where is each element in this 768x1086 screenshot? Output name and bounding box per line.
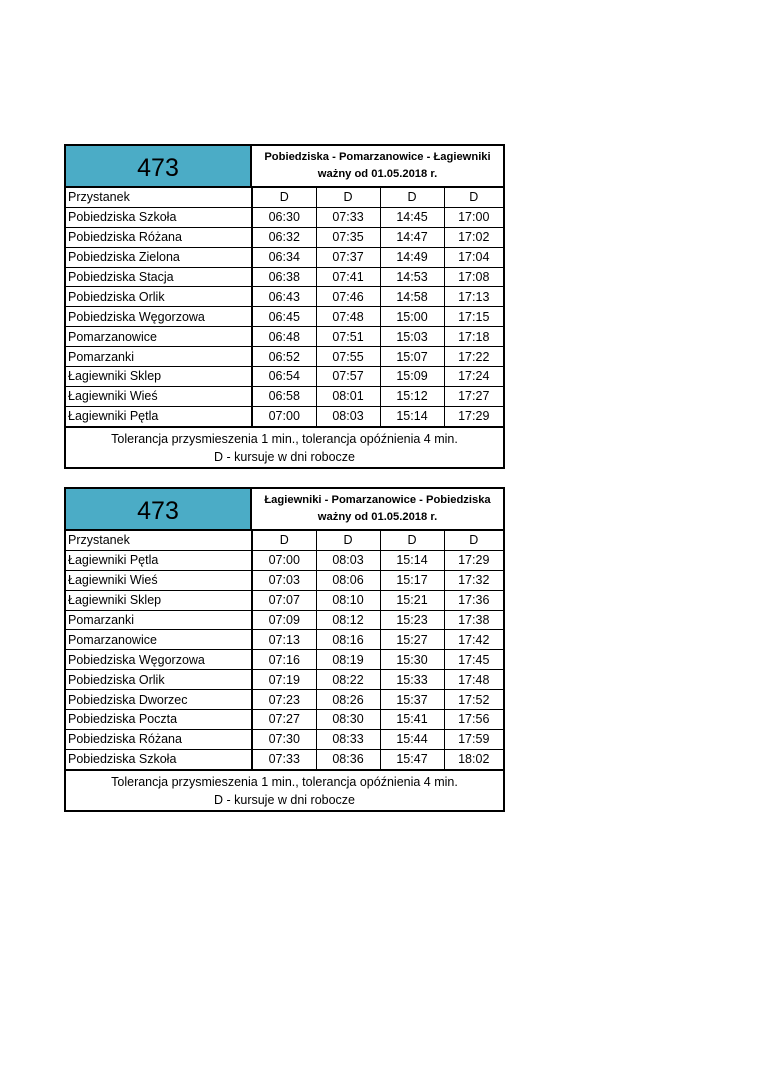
departure-time: 17:02 xyxy=(444,227,503,247)
departure-time: 15:07 xyxy=(380,347,444,367)
valid-from: ważny od 01.05.2018 r. xyxy=(317,511,438,523)
column-header-day: D xyxy=(380,188,444,207)
departure-time: 07:13 xyxy=(252,630,316,650)
departure-time: 07:51 xyxy=(316,327,380,347)
departure-time: 07:27 xyxy=(252,710,316,730)
table-row xyxy=(66,247,503,267)
departure-time: 17:29 xyxy=(444,406,503,426)
column-header-day: D xyxy=(252,188,316,207)
route-number: 473 xyxy=(66,146,252,186)
departure-time: 17:13 xyxy=(444,287,503,307)
departure-time: 06:58 xyxy=(252,386,316,406)
departure-time: 15:33 xyxy=(380,670,444,690)
departure-time: 07:57 xyxy=(316,367,380,387)
departure-time: 08:12 xyxy=(316,610,380,630)
stop-name: Łagiewniki Wieś xyxy=(66,570,252,590)
departure-time: 08:30 xyxy=(316,710,380,730)
stop-name: Łagiewniki Sklep xyxy=(66,590,252,610)
departure-time: 07:09 xyxy=(252,610,316,630)
column-header-day: D xyxy=(444,188,503,207)
timetable-return xyxy=(64,487,505,812)
departure-time: 15:09 xyxy=(380,367,444,387)
departure-time: 17:04 xyxy=(444,247,503,267)
departure-time: 07:00 xyxy=(252,550,316,570)
legend-note: D - kursuje w dni robocze xyxy=(213,449,356,464)
departure-time: 17:42 xyxy=(444,630,503,650)
departure-time: 07:35 xyxy=(316,227,380,247)
departure-time: 17:59 xyxy=(444,729,503,749)
table-row xyxy=(66,307,503,327)
route-name: Łagiewniki - Pomarzanowice - Pobiedziska xyxy=(264,494,491,506)
departure-time: 15:17 xyxy=(380,570,444,590)
departure-time: 08:36 xyxy=(316,749,380,769)
departure-time: 17:00 xyxy=(444,207,503,227)
column-header-day: D xyxy=(316,531,380,550)
header-row xyxy=(66,188,503,207)
route-info xyxy=(252,489,503,529)
timetable-header xyxy=(66,146,503,188)
table-row xyxy=(66,327,503,347)
departure-time: 15:27 xyxy=(380,630,444,650)
timetable-footer xyxy=(66,771,503,810)
departure-time: 15:37 xyxy=(380,690,444,710)
stop-name: Pobiedziska Orlik xyxy=(66,287,252,307)
table-row xyxy=(66,406,503,426)
legend-note: D - kursuje w dni robocze xyxy=(213,792,356,807)
departure-time: 06:54 xyxy=(252,367,316,387)
departure-time: 08:33 xyxy=(316,729,380,749)
stop-name: Pomarzanki xyxy=(66,610,252,630)
departure-time: 06:45 xyxy=(252,307,316,327)
column-header-stop: Przystanek xyxy=(66,531,252,550)
table-row xyxy=(66,749,503,769)
departure-time: 15:47 xyxy=(380,749,444,769)
departure-time: 07:46 xyxy=(316,287,380,307)
stop-name: Pobiedziska Różana xyxy=(66,729,252,749)
departure-time: 17:45 xyxy=(444,650,503,670)
schedule-body xyxy=(66,188,503,427)
departure-time: 15:03 xyxy=(380,327,444,347)
departure-time: 15:30 xyxy=(380,650,444,670)
departure-time: 17:15 xyxy=(444,307,503,327)
departure-time: 15:44 xyxy=(380,729,444,749)
departure-time: 17:27 xyxy=(444,386,503,406)
departure-time: 14:49 xyxy=(380,247,444,267)
schedule-table xyxy=(66,531,503,771)
departure-time: 14:58 xyxy=(380,287,444,307)
departure-time: 07:07 xyxy=(252,590,316,610)
column-header-day: D xyxy=(316,188,380,207)
stop-name: Pobiedziska Węgorzowa xyxy=(66,307,252,327)
stop-name: Pobiedziska Stacja xyxy=(66,267,252,287)
stop-name: Łagiewniki Sklep xyxy=(66,367,252,387)
departure-time: 15:23 xyxy=(380,610,444,630)
table-row xyxy=(66,550,503,570)
departure-time: 08:22 xyxy=(316,670,380,690)
table-row xyxy=(66,690,503,710)
stop-name: Pomarzanki xyxy=(66,347,252,367)
table-row xyxy=(66,207,503,227)
departure-time: 14:47 xyxy=(380,227,444,247)
departure-time: 14:53 xyxy=(380,267,444,287)
departure-time: 17:36 xyxy=(444,590,503,610)
tolerance-note: Tolerancja przysmieszenia 1 min., tolerancja opóźnienia 4 min. xyxy=(111,774,458,789)
departure-time: 18:02 xyxy=(444,749,503,769)
departure-time: 07:48 xyxy=(316,307,380,327)
column-header-day: D xyxy=(380,531,444,550)
schedule-table xyxy=(66,188,503,428)
timetable-outbound xyxy=(64,144,505,469)
table-row xyxy=(66,590,503,610)
departure-time: 07:33 xyxy=(252,749,316,769)
table-row xyxy=(66,570,503,590)
departure-time: 17:22 xyxy=(444,347,503,367)
table-row xyxy=(66,710,503,730)
departure-time: 06:30 xyxy=(252,207,316,227)
stop-name: Pomarzanowice xyxy=(66,630,252,650)
table-row xyxy=(66,729,503,749)
departure-time: 08:01 xyxy=(316,386,380,406)
departure-time: 15:14 xyxy=(380,406,444,426)
stop-name: Pobiedziska Poczta xyxy=(66,710,252,730)
departure-time: 15:41 xyxy=(380,710,444,730)
departure-time: 07:33 xyxy=(316,207,380,227)
departure-time: 17:32 xyxy=(444,570,503,590)
departure-time: 17:52 xyxy=(444,690,503,710)
departure-time: 17:48 xyxy=(444,670,503,690)
table-row xyxy=(66,227,503,247)
departure-time: 17:18 xyxy=(444,327,503,347)
departure-time: 17:38 xyxy=(444,610,503,630)
table-row xyxy=(66,367,503,387)
departure-time: 06:52 xyxy=(252,347,316,367)
column-header-day: D xyxy=(252,531,316,550)
departure-time: 15:12 xyxy=(380,386,444,406)
departure-time: 07:19 xyxy=(252,670,316,690)
departure-time: 08:03 xyxy=(316,550,380,570)
route-info xyxy=(252,146,503,186)
departure-time: 17:56 xyxy=(444,710,503,730)
departure-time: 08:03 xyxy=(316,406,380,426)
departure-time: 15:14 xyxy=(380,550,444,570)
departure-time: 08:06 xyxy=(316,570,380,590)
departure-time: 06:38 xyxy=(252,267,316,287)
departure-time: 07:23 xyxy=(252,690,316,710)
table-row xyxy=(66,287,503,307)
departure-time: 07:37 xyxy=(316,247,380,267)
table-row xyxy=(66,650,503,670)
departure-time: 06:48 xyxy=(252,327,316,347)
stop-name: Łagiewniki Wieś xyxy=(66,386,252,406)
timetable-footer xyxy=(66,428,503,467)
stop-name: Pobiedziska Zielona xyxy=(66,247,252,267)
column-header-day: D xyxy=(444,531,503,550)
departure-time: 07:41 xyxy=(316,267,380,287)
header-row xyxy=(66,531,503,550)
departure-time: 07:16 xyxy=(252,650,316,670)
departure-time: 07:03 xyxy=(252,570,316,590)
departure-time: 07:30 xyxy=(252,729,316,749)
departure-time: 15:21 xyxy=(380,590,444,610)
route-name: Pobiedziska - Pomarzanowice - Łagiewniki xyxy=(264,151,491,163)
departure-time: 17:08 xyxy=(444,267,503,287)
table-row xyxy=(66,347,503,367)
stop-name: Pobiedziska Dworzec xyxy=(66,690,252,710)
schedule-body xyxy=(66,531,503,770)
stop-name: Pobiedziska Szkoła xyxy=(66,207,252,227)
departure-time: 07:00 xyxy=(252,406,316,426)
stop-name: Pobiedziska Szkoła xyxy=(66,749,252,769)
stop-name: Łagiewniki Pętla xyxy=(66,550,252,570)
route-number: 473 xyxy=(66,489,252,529)
departure-time: 17:24 xyxy=(444,367,503,387)
table-row xyxy=(66,267,503,287)
departure-time: 08:26 xyxy=(316,690,380,710)
stop-name: Łagiewniki Pętla xyxy=(66,406,252,426)
departure-time: 08:19 xyxy=(316,650,380,670)
tolerance-note: Tolerancja przysmieszenia 1 min., tolerancja opóźnienia 4 min. xyxy=(111,431,458,446)
table-row xyxy=(66,670,503,690)
stop-name: Pobiedziska Węgorzowa xyxy=(66,650,252,670)
departure-time: 07:55 xyxy=(316,347,380,367)
departure-time: 14:45 xyxy=(380,207,444,227)
departure-time: 17:29 xyxy=(444,550,503,570)
departure-time: 06:43 xyxy=(252,287,316,307)
timetable-header xyxy=(66,489,503,531)
stop-name: Pobiedziska Orlik xyxy=(66,670,252,690)
departure-time: 08:10 xyxy=(316,590,380,610)
valid-from: ważny od 01.05.2018 r. xyxy=(317,168,438,180)
column-header-stop: Przystanek xyxy=(66,188,252,207)
departure-time: 15:00 xyxy=(380,307,444,327)
stop-name: Pomarzanowice xyxy=(66,327,252,347)
table-row xyxy=(66,610,503,630)
table-row xyxy=(66,386,503,406)
departure-time: 08:16 xyxy=(316,630,380,650)
table-row xyxy=(66,630,503,650)
departure-time: 06:32 xyxy=(252,227,316,247)
stop-name: Pobiedziska Różana xyxy=(66,227,252,247)
departure-time: 06:34 xyxy=(252,247,316,267)
